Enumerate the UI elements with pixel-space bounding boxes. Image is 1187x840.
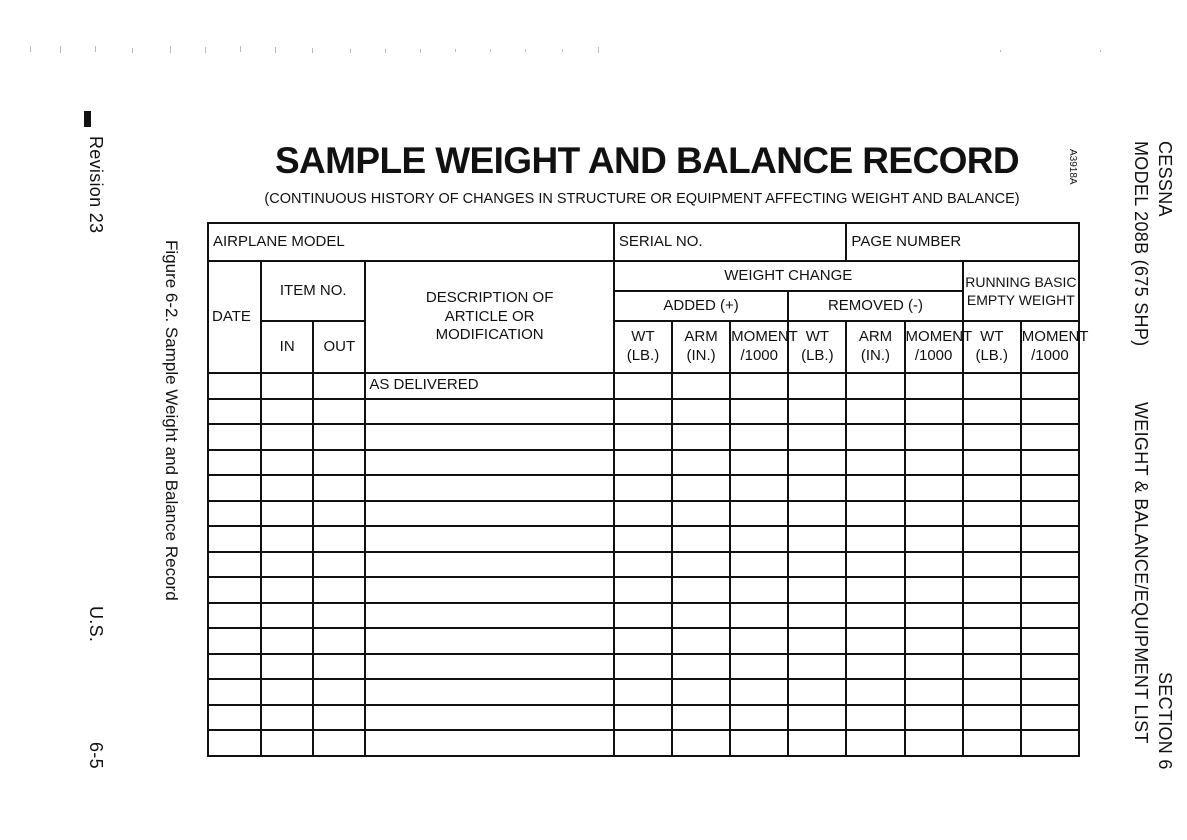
removed-arm-cell[interactable] [846,475,904,501]
added-moment-cell[interactable] [730,399,788,425]
added-wt-cell[interactable] [614,475,672,501]
removed-arm-header: ARM (IN.) [846,321,904,373]
item-in-cell[interactable] [261,603,313,629]
added-arm-cell[interactable] [672,730,730,756]
added-wt-cell[interactable] [614,654,672,680]
removed-moment-cell[interactable] [905,654,963,680]
description-cell[interactable] [365,705,614,731]
removed-moment-cell[interactable] [905,628,963,654]
date-cell[interactable] [208,603,261,629]
item-in-cell[interactable] [261,501,313,527]
item-in-cell[interactable] [261,679,313,705]
added-wt-cell[interactable] [614,424,672,450]
removed-wt-cell[interactable] [788,526,846,552]
removed-wt-cell[interactable] [788,679,846,705]
running-moment-cell[interactable] [1021,654,1079,680]
running-moment-cell[interactable] [1021,526,1079,552]
added-header: ADDED (+) [614,291,788,321]
removed-wt-cell[interactable] [788,577,846,603]
running-wt-cell[interactable] [963,501,1021,527]
removed-arm-cell[interactable] [846,399,904,425]
running-moment-cell[interactable] [1021,577,1079,603]
weight-change-header: WEIGHT CHANGE [614,261,963,291]
table-row [208,475,1079,501]
added-arm-cell[interactable] [672,654,730,680]
item-in-cell[interactable] [261,654,313,680]
date-header: DATE [208,261,261,373]
item-out-header: OUT [313,321,365,373]
item-out-cell[interactable] [313,373,365,399]
description-cell[interactable] [365,628,614,654]
date-cell[interactable] [208,501,261,527]
running-wt-cell[interactable] [963,424,1021,450]
running-wt-cell[interactable] [963,450,1021,476]
added-wt-cell[interactable] [614,526,672,552]
description-cell[interactable] [365,526,614,552]
running-moment-cell[interactable] [1021,373,1079,399]
added-moment-cell[interactable] [730,679,788,705]
removed-arm-cell[interactable] [846,424,904,450]
description-cell[interactable] [365,424,614,450]
table-row [208,730,1079,756]
item-out-cell[interactable] [313,654,365,680]
item-out-cell[interactable] [313,399,365,425]
running-moment-cell[interactable] [1021,399,1079,425]
running-moment-cell[interactable] [1021,679,1079,705]
running-moment-cell[interactable] [1021,730,1079,756]
form-subtitle: (CONTINUOUS HISTORY OF CHANGES IN STRUCTURE OR EQUIPMENT AFFECTING WEIGHT AND BALANCE) [264,191,1020,207]
running-wt-cell[interactable] [963,373,1021,399]
running-wt-cell[interactable] [963,654,1021,680]
running-moment-header: MOMENT /1000 [1021,321,1079,373]
description-cell[interactable] [365,399,614,425]
item-out-cell[interactable] [313,679,365,705]
date-cell[interactable] [208,552,261,578]
date-cell[interactable] [208,526,261,552]
added-wt-cell[interactable] [614,628,672,654]
added-arm-cell[interactable] [672,424,730,450]
date-cell[interactable] [208,475,261,501]
item-out-cell[interactable] [313,501,365,527]
section-number: SECTION 6 [1155,672,1175,770]
added-arm-cell[interactable] [672,475,730,501]
added-arm-cell[interactable] [672,450,730,476]
running-weight-header: RUNNING BASIC EMPTY WEIGHT [963,261,1079,321]
added-arm-cell[interactable] [672,552,730,578]
running-wt-cell[interactable] [963,603,1021,629]
removed-wt-cell[interactable] [788,628,846,654]
revision-label: Revision 23 [86,136,106,234]
removed-arm-cell[interactable] [846,450,904,476]
removed-wt-cell[interactable] [788,730,846,756]
added-wt-cell[interactable] [614,705,672,731]
figure-caption: Figure 6-2. Sample Weight and Balance Record [162,240,181,601]
added-arm-cell[interactable] [672,679,730,705]
added-moment-cell[interactable] [730,730,788,756]
removed-moment-cell[interactable] [905,705,963,731]
item-out-cell[interactable] [313,577,365,603]
running-wt-cell[interactable] [963,399,1021,425]
description-cell[interactable] [365,730,614,756]
removed-moment-cell[interactable] [905,501,963,527]
date-cell[interactable] [208,373,261,399]
running-moment-cell[interactable] [1021,705,1079,731]
removed-moment-cell[interactable] [905,399,963,425]
description-cell[interactable] [365,475,614,501]
added-moment-cell[interactable] [730,373,788,399]
removed-moment-cell[interactable] [905,577,963,603]
item-in-cell[interactable] [261,730,313,756]
running-wt-cell[interactable] [963,475,1021,501]
added-arm-header: ARM (IN.) [672,321,730,373]
item-out-cell[interactable] [313,526,365,552]
description-cell[interactable] [365,501,614,527]
added-wt-cell[interactable] [614,373,672,399]
serial-no-field[interactable] [614,223,847,261]
added-moment-cell[interactable] [730,552,788,578]
item-out-cell[interactable] [313,450,365,476]
added-wt-header: WT (LB.) [614,321,672,373]
item-out-cell[interactable] [313,705,365,731]
added-moment-cell[interactable] [730,526,788,552]
section-title: WEIGHT & BALANCE/EQUIPMENT LIST [1131,402,1151,744]
removed-moment-cell[interactable] [905,526,963,552]
added-moment-cell[interactable] [730,628,788,654]
added-arm-cell[interactable] [672,628,730,654]
removed-moment-cell[interactable] [905,552,963,578]
item-out-cell[interactable] [313,603,365,629]
removed-arm-cell[interactable] [846,373,904,399]
running-moment-cell[interactable] [1021,450,1079,476]
added-moment-cell[interactable] [730,475,788,501]
running-wt-cell[interactable] [963,679,1021,705]
removed-arm-cell[interactable] [846,577,904,603]
scan-artifacts [0,42,1187,58]
description-cell[interactable] [365,679,614,705]
page-number-label: PAGE NUMBER [851,232,962,250]
weight-balance-table [207,222,1089,757]
running-moment-cell[interactable] [1021,475,1079,501]
description-cell[interactable] [365,577,614,603]
item-in-cell[interactable] [261,526,313,552]
removed-moment-cell[interactable] [905,603,963,629]
description-cell[interactable] [365,603,614,629]
removed-wt-cell[interactable] [788,450,846,476]
removed-arm-cell[interactable] [846,705,904,731]
added-moment-cell[interactable] [730,654,788,680]
item-out-cell[interactable] [313,475,365,501]
removed-arm-cell[interactable] [846,628,904,654]
table-row [208,373,1079,399]
removed-arm-cell[interactable] [846,654,904,680]
removed-arm-cell[interactable] [846,603,904,629]
airplane-model-label: AIRPLANE MODEL [213,232,345,250]
removed-arm-cell[interactable] [846,526,904,552]
figure-code: A3918A [1067,149,1078,185]
date-cell[interactable] [208,450,261,476]
removed-moment-cell[interactable] [905,475,963,501]
date-cell[interactable] [208,577,261,603]
added-wt-cell[interactable] [614,450,672,476]
description-cell[interactable] [365,552,614,578]
added-wt-cell[interactable] [614,577,672,603]
added-arm-cell[interactable] [672,373,730,399]
item-out-cell[interactable] [313,628,365,654]
running-wt-cell[interactable] [963,577,1021,603]
removed-wt-cell[interactable] [788,705,846,731]
table-row [208,552,1079,578]
item-in-cell[interactable] [261,373,313,399]
added-wt-cell[interactable] [614,730,672,756]
removed-wt-cell[interactable] [788,654,846,680]
added-moment-header: MOMENT /1000 [730,321,788,373]
date-cell[interactable] [208,679,261,705]
date-cell[interactable] [208,705,261,731]
item-in-cell[interactable] [261,705,313,731]
removed-wt-cell[interactable] [788,399,846,425]
added-arm-cell[interactable] [672,603,730,629]
added-moment-cell[interactable] [730,577,788,603]
description-cell[interactable]: AS DELIVERED [365,373,614,399]
description-header: DESCRIPTION OF ARTICLE OR MODIFICATION [365,261,614,373]
removed-moment-cell[interactable] [905,373,963,399]
date-cell[interactable] [208,654,261,680]
removed-moment-cell[interactable] [905,450,963,476]
added-arm-cell[interactable] [672,526,730,552]
table-row [208,679,1079,705]
item-in-cell[interactable] [261,577,313,603]
company-name: CESSNA [1155,141,1175,217]
removed-arm-cell[interactable] [846,679,904,705]
table-row [208,628,1079,654]
running-wt-cell[interactable] [963,705,1021,731]
removed-moment-header: MOMENT /1000 [905,321,963,373]
removed-wt-cell[interactable] [788,373,846,399]
removed-header: REMOVED (-) [788,291,962,321]
added-wt-cell[interactable] [614,603,672,629]
table-row [208,603,1079,629]
page-number: 6-5 [86,742,106,769]
item-in-cell[interactable] [261,475,313,501]
table-row [208,399,1079,425]
added-moment-cell[interactable] [730,450,788,476]
added-wt-cell[interactable] [614,501,672,527]
date-cell[interactable] [208,399,261,425]
removed-arm-cell[interactable] [846,501,904,527]
running-wt-cell[interactable] [963,730,1021,756]
item-no-header: ITEM NO. [261,261,365,321]
added-moment-cell[interactable] [730,705,788,731]
table-row [208,705,1079,731]
added-wt-cell[interactable] [614,679,672,705]
region-label: U.S. [86,606,106,643]
added-wt-cell[interactable] [614,552,672,578]
date-cell[interactable] [208,424,261,450]
added-arm-cell[interactable] [672,399,730,425]
item-out-cell[interactable] [313,424,365,450]
running-moment-cell[interactable] [1021,603,1079,629]
table-row [208,424,1079,450]
record-rows [208,373,1079,756]
removed-wt-cell[interactable] [788,552,846,578]
table-row [208,577,1079,603]
running-wt-header: WT (LB.) [963,321,1021,373]
item-in-cell[interactable] [261,552,313,578]
description-cell[interactable] [365,450,614,476]
removed-arm-cell[interactable] [846,552,904,578]
running-moment-cell[interactable] [1021,628,1079,654]
item-in-cell[interactable] [261,450,313,476]
item-out-cell[interactable] [313,552,365,578]
description-cell[interactable] [365,654,614,680]
removed-wt-cell[interactable] [788,603,846,629]
added-moment-cell[interactable] [730,424,788,450]
table-row [208,450,1079,476]
removed-moment-cell[interactable] [905,730,963,756]
date-cell[interactable] [208,628,261,654]
removed-arm-cell[interactable] [846,730,904,756]
running-wt-cell[interactable] [963,526,1021,552]
table-row [208,526,1079,552]
form-title: SAMPLE WEIGHT AND BALANCE RECORD [274,140,1020,181]
removed-wt-cell[interactable] [788,501,846,527]
table-row [208,501,1079,527]
running-moment-cell[interactable] [1021,501,1079,527]
date-cell[interactable] [208,730,261,756]
added-wt-cell[interactable] [614,399,672,425]
item-in-cell[interactable] [261,424,313,450]
added-arm-cell[interactable] [672,577,730,603]
running-wt-cell[interactable] [963,552,1021,578]
item-in-header: IN [261,321,313,373]
added-arm-cell[interactable] [672,501,730,527]
page-number-field[interactable] [846,223,1079,261]
running-moment-cell[interactable] [1021,424,1079,450]
item-in-cell[interactable] [261,628,313,654]
serial-no-label: SERIAL NO. [618,232,703,250]
running-wt-cell[interactable] [963,628,1021,654]
table-row [208,654,1079,680]
running-moment-cell[interactable] [1021,552,1079,578]
added-arm-cell[interactable] [672,705,730,731]
removed-moment-cell[interactable] [905,679,963,705]
revision-bar [84,111,91,127]
item-out-cell[interactable] [313,730,365,756]
added-moment-cell[interactable] [730,603,788,629]
airplane-model-field[interactable] [208,223,614,261]
removed-wt-header: WT (LB.) [788,321,846,373]
removed-wt-cell[interactable] [788,424,846,450]
added-moment-cell[interactable] [730,501,788,527]
model-name: MODEL 208B (675 SHP) [1131,141,1151,347]
item-in-cell[interactable] [261,399,313,425]
removed-moment-cell[interactable] [905,424,963,450]
removed-wt-cell[interactable] [788,475,846,501]
